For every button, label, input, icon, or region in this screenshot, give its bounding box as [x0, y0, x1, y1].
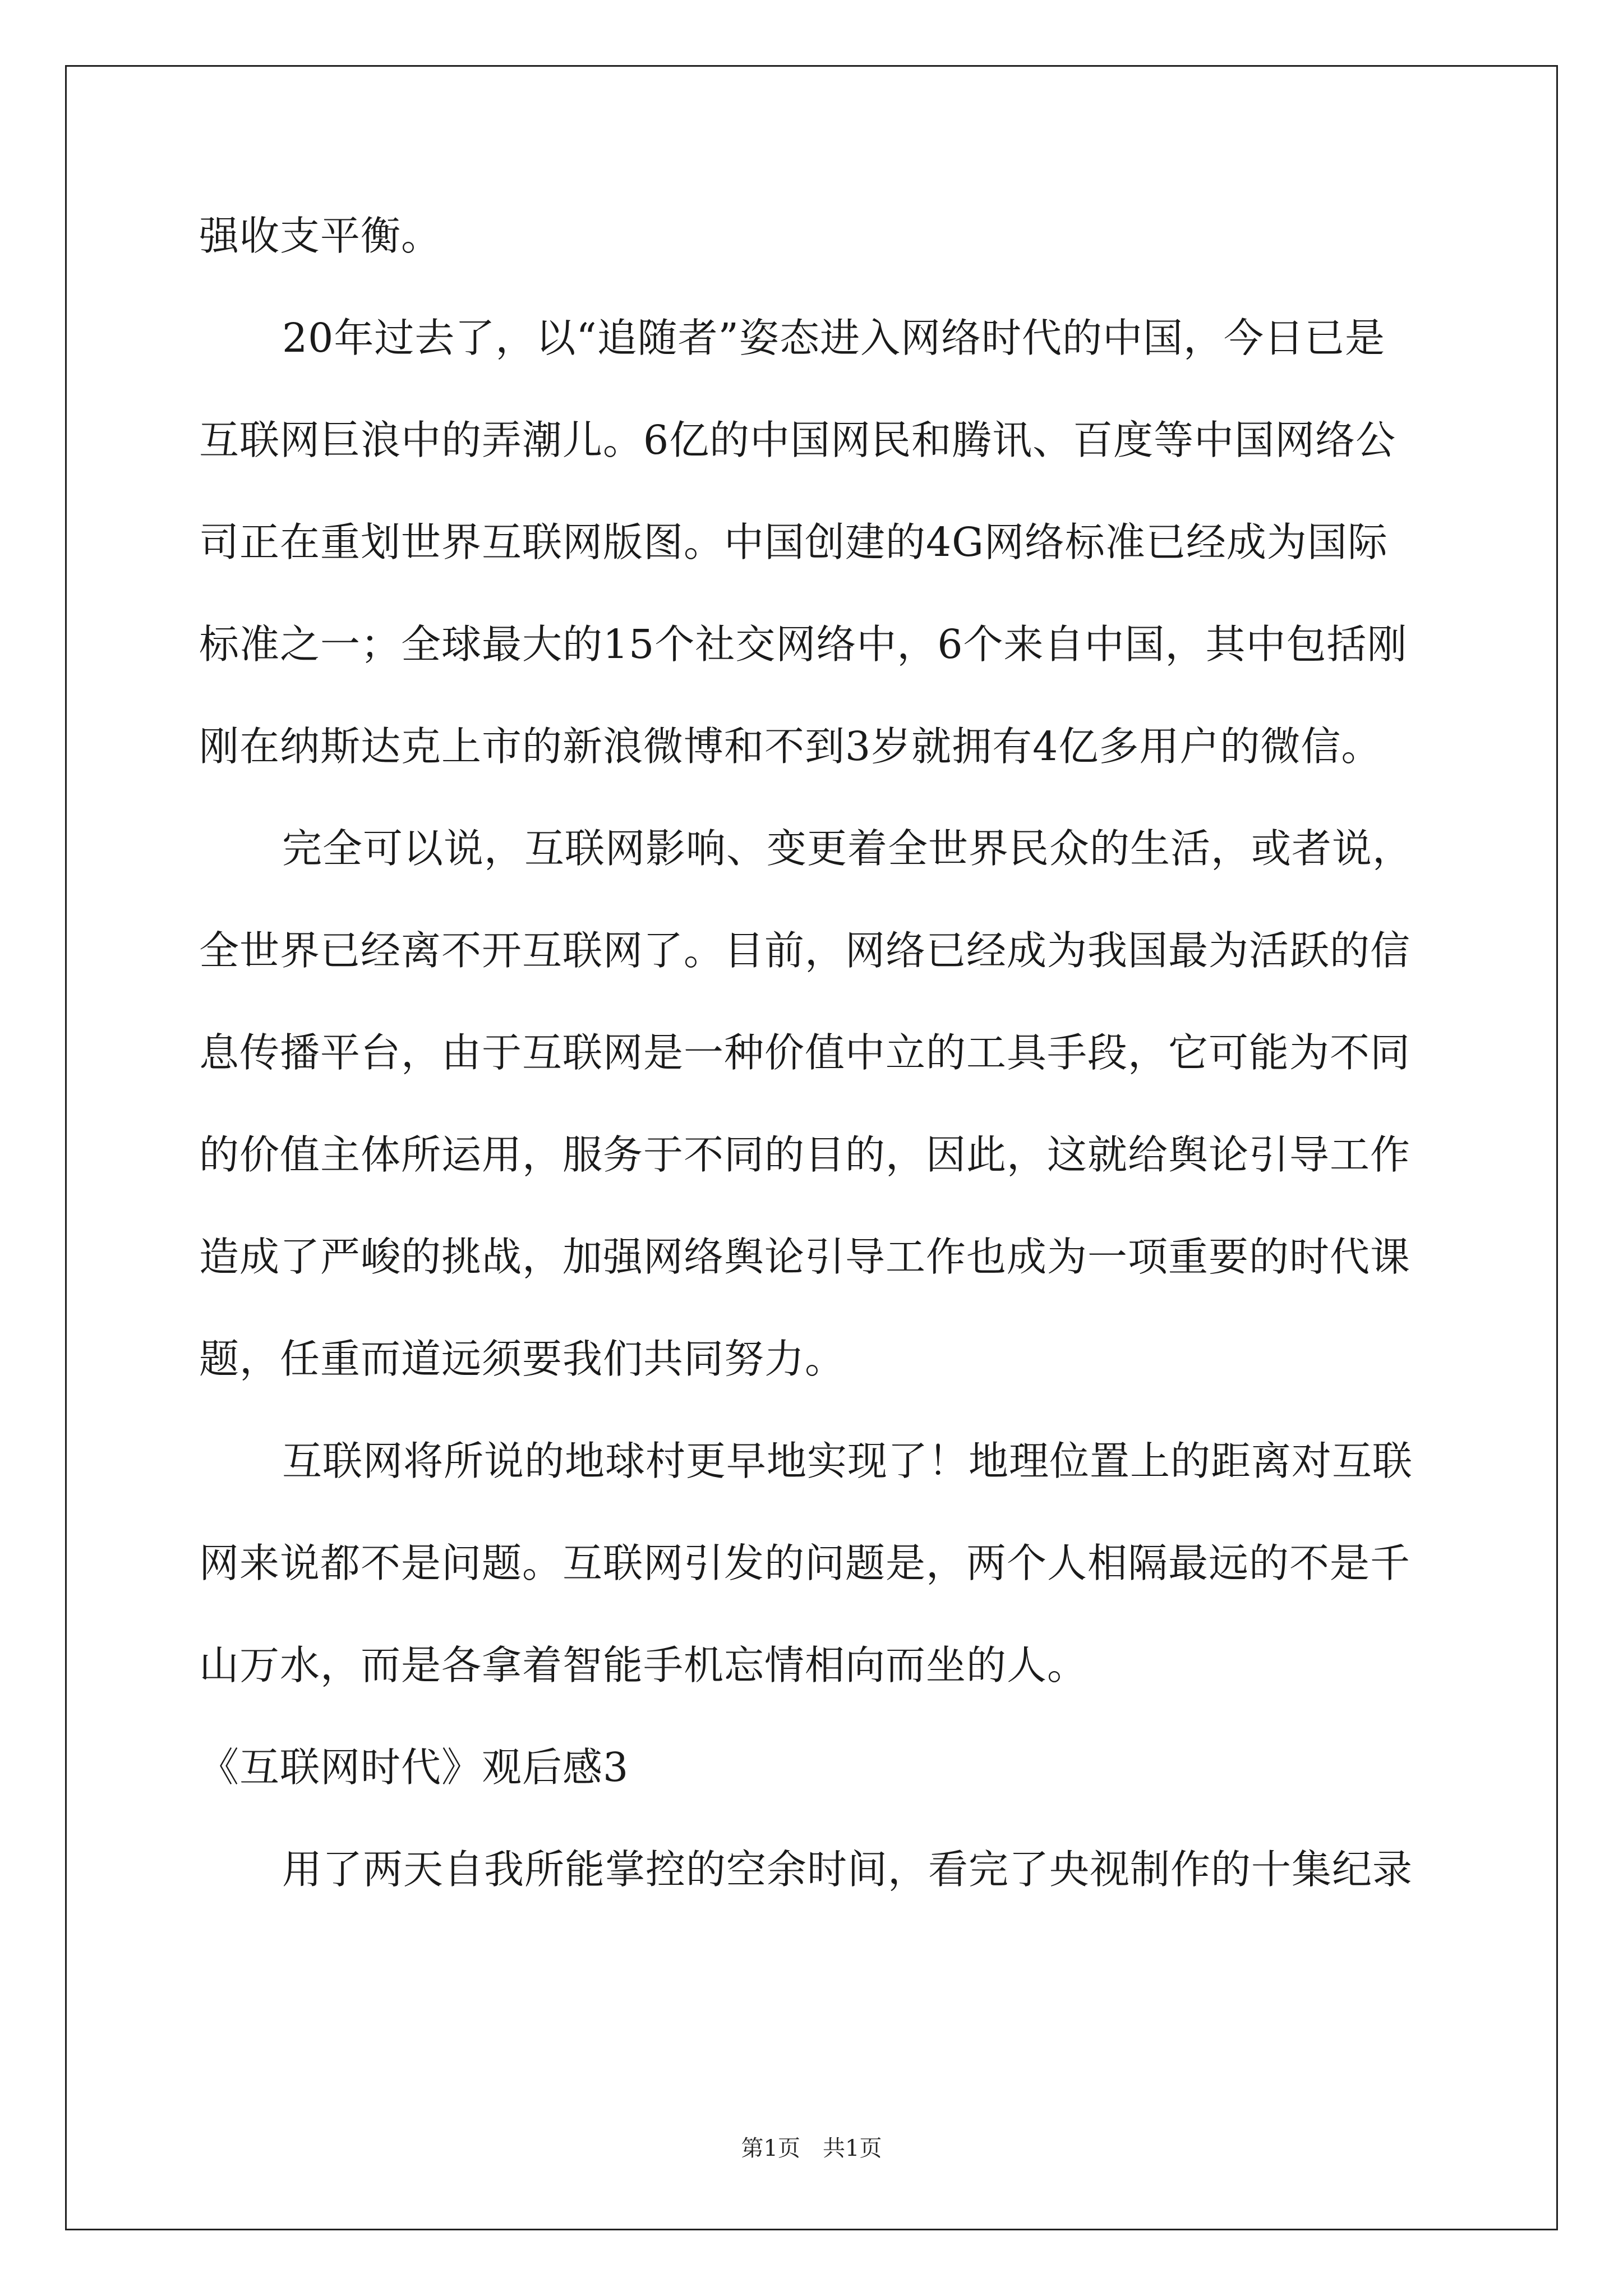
paragraph-start-line: 互联网将所说的地球村更早地实现了！地理位置上的距离对互联: [282, 1438, 1413, 1484]
text-line: 司正在重划世界互联网版图。中国创建的4G网络标准已经成为国际: [199, 519, 1388, 565]
text-line: 的价值主体所运用，服务于不同的目的，因此，这就给舆论引导工作: [199, 1131, 1411, 1178]
paragraph-start-line: 完全可以说，互联网影响、变更着全世界民众的生活，或者说，: [282, 825, 1413, 872]
section-heading: 《互联网时代》观后感3: [199, 1744, 629, 1791]
text-line: 标准之一；全球最大的15个社交网络中，6个来自中国，其中包括刚: [199, 621, 1408, 668]
paragraph-start-line: 用了两天自我所能掌控的空余时间，看完了央视制作的十集纪录: [282, 1846, 1413, 1893]
text-line: 刚在纳斯达克上市的新浪微博和不到3岁就拥有4亿多用户的微信。: [199, 723, 1382, 770]
document-body: [199, 185, 1438, 1921]
paragraph-start-line: 20年过去了，以“追随者”姿态进入网络时代的中国，今日已是: [282, 315, 1385, 361]
text-line: 山万水，而是各拿着智能手机忘情相向而坐的人。: [199, 1642, 1088, 1688]
text-line: 息传播平台，由于互联网是一种价值中立的工具手段，它可能为不同: [199, 1029, 1411, 1076]
text-line: 造成了严峻的挑战，加强网络舆论引导工作也成为一项重要的时代课: [199, 1234, 1411, 1280]
text-line: 题，任重而道远须要我们共同努力。: [199, 1336, 846, 1382]
text-line: 强收支平衡。: [199, 213, 442, 259]
page-footer: 第1页 共1页: [741, 2136, 882, 2161]
text-line: 互联网巨浪中的弄潮儿。6亿的中国网民和腾讯、百度等中国网络公: [199, 417, 1396, 463]
text-line: 全世界已经离不开互联网了。目前，网络已经成为我国最为活跃的信: [199, 927, 1411, 974]
text-line: 网来说都不是问题。互联网引发的问题是，两个人相隔最远的不是千: [199, 1540, 1411, 1586]
